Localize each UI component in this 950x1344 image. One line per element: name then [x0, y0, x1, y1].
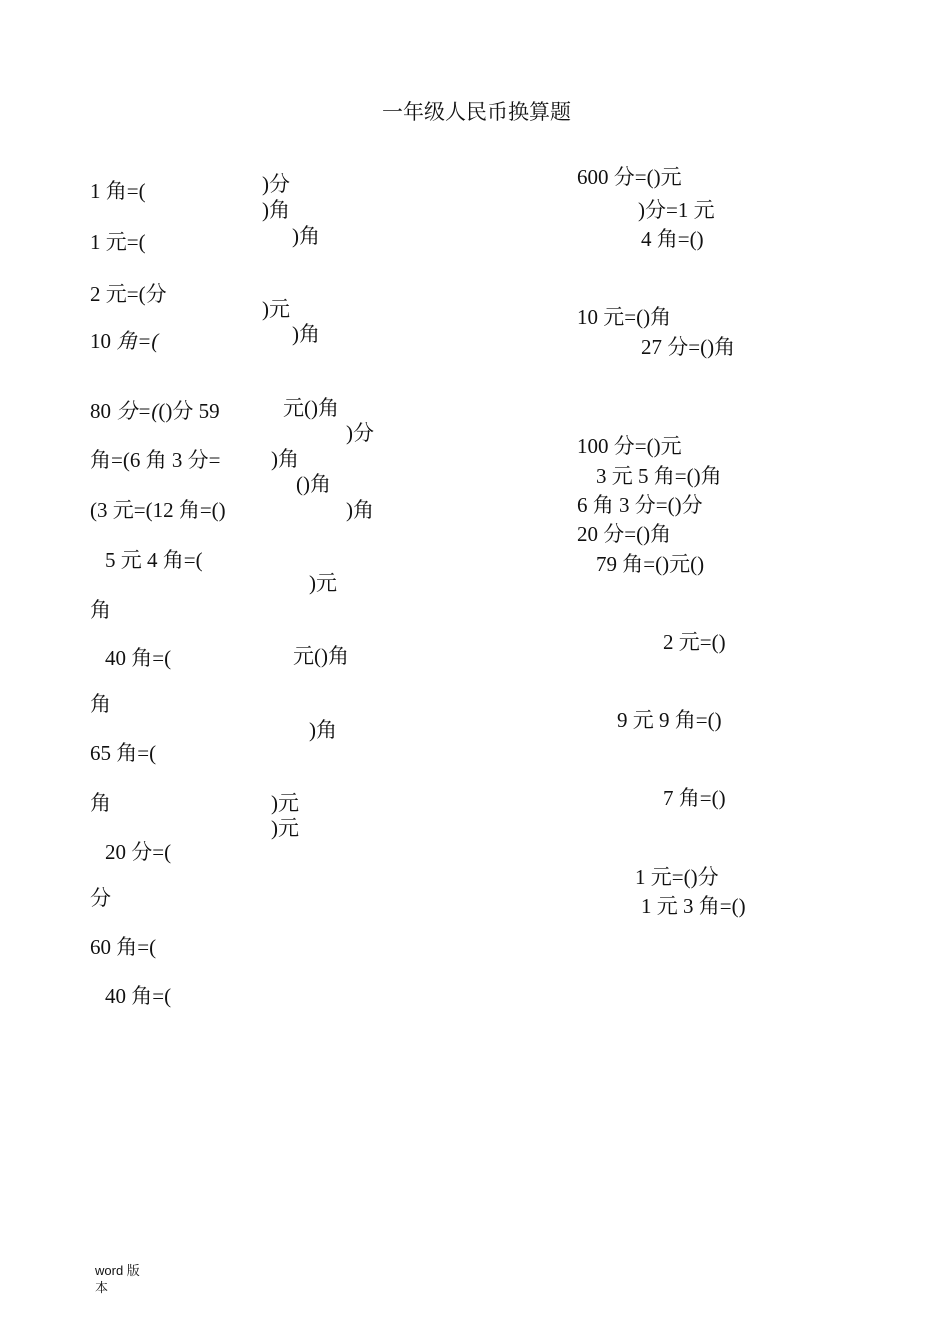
footer-line-2: 本: [95, 1280, 109, 1295]
problem-unit: 角=(: [116, 329, 159, 353]
answer-text: 元()角: [283, 396, 339, 420]
problem-text: 20 分=()角: [577, 522, 672, 546]
answer-text: 元()角: [293, 644, 349, 668]
problem-text: 5 元 4 角=(: [105, 548, 203, 572]
problem-text: 65 角=(: [90, 741, 157, 765]
answer-text: )角: [292, 224, 320, 248]
answer-text: ()角: [296, 472, 331, 496]
problem-text: 10 元=()角: [577, 305, 672, 329]
problem-text: 6 角 3 分=()分: [577, 493, 703, 517]
answer-text: )分: [262, 172, 290, 196]
problem-text: 60 角=(: [90, 935, 157, 959]
problem-text: )分=1 元: [638, 198, 715, 222]
problem-text: 40 角=(: [105, 646, 172, 670]
problem-text: 角: [90, 791, 111, 815]
answer-text: )角: [309, 718, 337, 742]
problem-text: 9 元 9 角=(): [617, 708, 722, 732]
problem-text: 1 元 3 角=(): [641, 894, 746, 918]
problem-text: 40 角=(: [105, 984, 172, 1008]
problem-text: 2 元=(): [663, 630, 726, 654]
problem-text: 2 元=(分: [90, 282, 167, 306]
problem-text: 角: [90, 692, 111, 716]
problem-unit: 分: [116, 399, 138, 423]
answer-text: )角: [262, 198, 290, 222]
answer-text: )角: [292, 322, 320, 346]
answer-text: )分: [346, 421, 374, 445]
answer-text: )元: [271, 791, 299, 815]
problem-text: 4 角=(): [641, 227, 704, 251]
problem-text: 100 分=()元: [577, 434, 682, 458]
problem-text: 600 分=()元: [577, 165, 682, 189]
problem-text: 角=(6 角 3 分=: [90, 448, 221, 472]
problem-rest: ()分 59: [158, 399, 220, 423]
problem-text: 27 分=()角: [641, 335, 736, 359]
problem-text: 1 元=()分: [635, 865, 719, 889]
problem-text: [90, 331, 158, 352]
problem-text: 角: [90, 598, 111, 622]
answer-text: )元: [309, 571, 337, 595]
answer-text: )元: [271, 816, 299, 840]
problem-number: 80: [90, 399, 117, 423]
problem-equals: =(: [137, 399, 159, 423]
problem-text: 3 元 5 角=()角: [596, 464, 722, 488]
page-title: 一年级人民币换算题: [382, 100, 571, 124]
problem-text: 分: [90, 886, 111, 910]
problem-text: 1 角=(: [90, 179, 146, 203]
problem-text: 79 角=()元(): [596, 552, 705, 576]
problem-text: 20 分=(: [105, 840, 172, 864]
problem-text: [90, 401, 220, 422]
answer-text: )角: [271, 447, 299, 471]
problem-text: (3 元=(12 角=(): [90, 498, 226, 522]
answer-text: )角: [346, 498, 374, 522]
problem-number: 10: [90, 329, 117, 353]
footer-line-1: word 版: [95, 1263, 140, 1278]
answer-text: )元: [262, 297, 290, 321]
problem-text: 7 角=(): [663, 786, 726, 810]
problem-text: 1 元=(: [90, 230, 146, 254]
